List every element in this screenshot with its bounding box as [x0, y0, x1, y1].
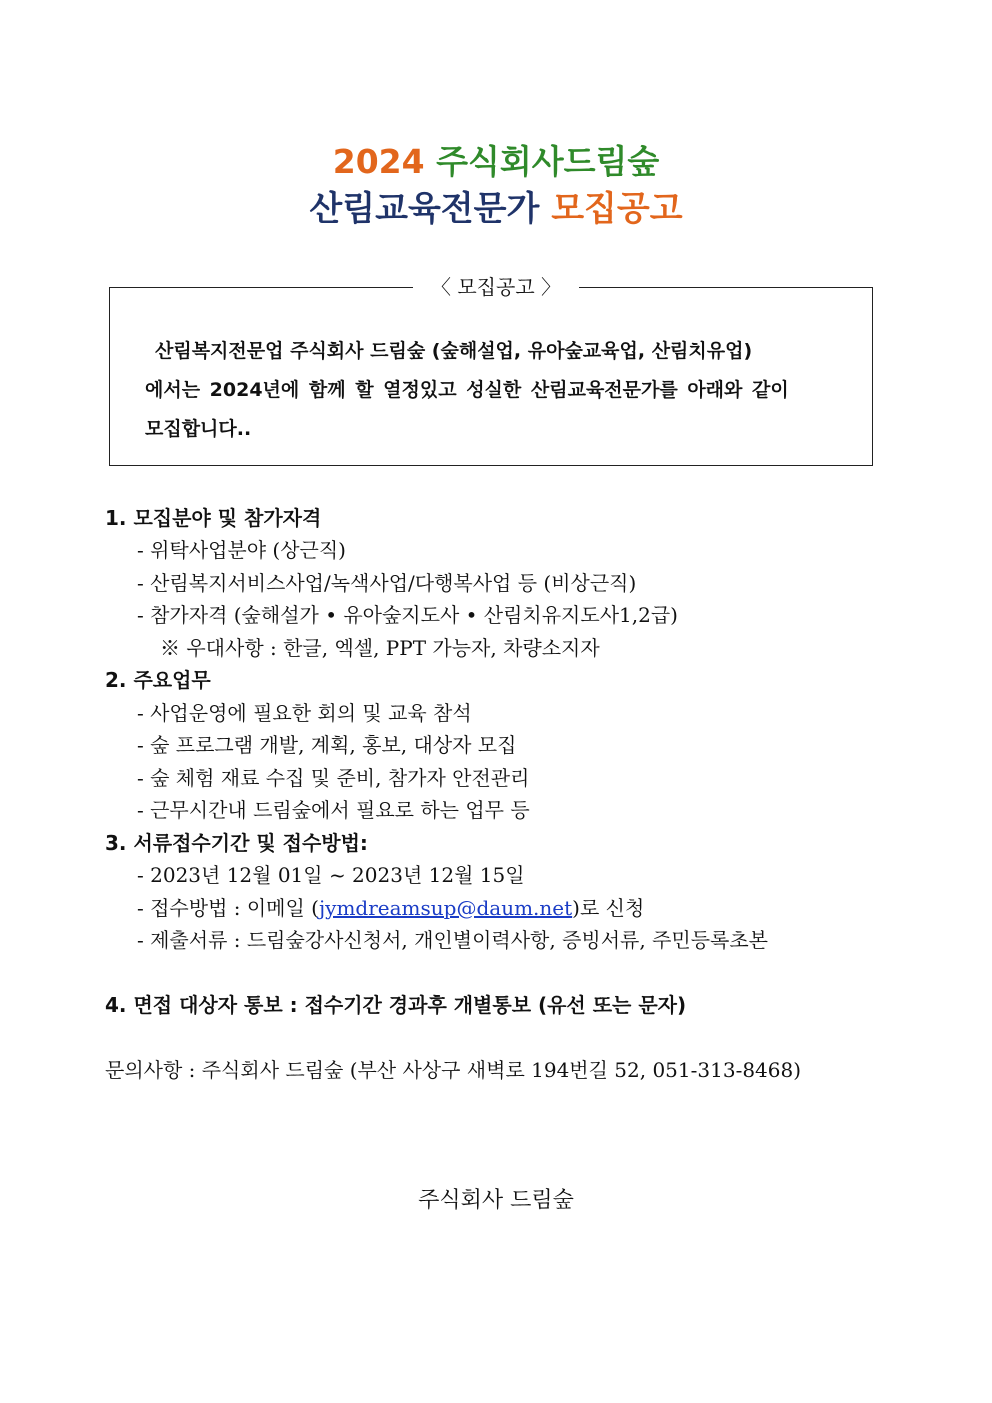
section-3-method — [137, 892, 644, 924]
title-line-2 — [0, 186, 992, 232]
section-1-item-1: - 위탁사업분야 (상근직) — [137, 538, 346, 562]
title-year: 2024 — [332, 142, 425, 181]
section-1-item-2: - 산림복지서비스사업/녹색사업/다행복사업 등 (비상근직) — [137, 571, 637, 595]
method-suffix: )로 신청 — [572, 896, 645, 920]
section-4-text: 4. 면접 대상자 통보 : 접수기간 경과후 개별통보 (유선 또는 문자) — [105, 993, 687, 1017]
email-link[interactable]: jymdreamsup@daum.net — [318, 896, 573, 920]
title-notice: 모집공고 — [551, 189, 683, 229]
section-2-item-2: - 숲 프로그램 개발, 계획, 홍보, 대상자 모집 — [137, 733, 517, 757]
notice-text-line-1: 산림복지전문업 주식회사 드림숲 (숲해설업, 유아숲교육업, 산림치유업) — [155, 340, 753, 362]
section-1-note: ※ 우대사항 : 한글, 엑셀, PPT 가능자, 차량소지자 — [160, 636, 600, 660]
footer-company-name: 주식회사 드림숲 — [418, 1188, 574, 1213]
notice-text-line-3: 모집합니다.. — [145, 418, 252, 440]
contact-info: 문의사항 : 주식회사 드림숲 (부산 사상구 새벽로 194번길 52, 051-313-8468) — [105, 1058, 802, 1082]
section-2-item-4: - 근무시간내 드림숲에서 필요로 하는 업무 등 — [137, 798, 530, 822]
notice-text-line-2-content: 에서는 2024년에 함께 할 열정있고 성실한 산림교육전문가를 아래와 같이 — [145, 379, 789, 401]
title-company: 주식회사드림숲 — [436, 142, 660, 181]
section-2-heading: 2. 주요업무 — [105, 668, 211, 692]
section-3-documents: - 제출서류 : 드림숲강사신청서, 개인별이력사항, 증빙서류, 주민등록초본 — [137, 928, 768, 952]
method-prefix: - 접수방법 : 이메일 ( — [137, 896, 319, 920]
notice-text-line-2 — [145, 375, 865, 402]
title-position: 산림교육전문가 — [309, 189, 540, 229]
section-1-item-3: - 참가자격 (숲해설가 • 유아숲지도사 • 산림치유지도사1,2급) — [137, 603, 678, 627]
title-line-1 — [0, 140, 992, 184]
section-3-heading: 3. 서류접수기간 및 접수방법: — [105, 831, 368, 855]
section-2-item-3: - 숲 체험 재료 수집 및 준비, 참가자 안전관리 — [137, 766, 530, 790]
notice-label-text: 〈 모집공고 〉 — [413, 275, 579, 299]
notice-box-label — [0, 270, 992, 304]
section-2-item-1: - 사업운영에 필요한 회의 및 교육 참석 — [137, 701, 472, 725]
section-1-heading: 1. 모집분야 및 참가자격 — [105, 506, 322, 530]
section-3-period: - 2023년 12월 01일 ~ 2023년 12월 15일 — [137, 863, 525, 887]
